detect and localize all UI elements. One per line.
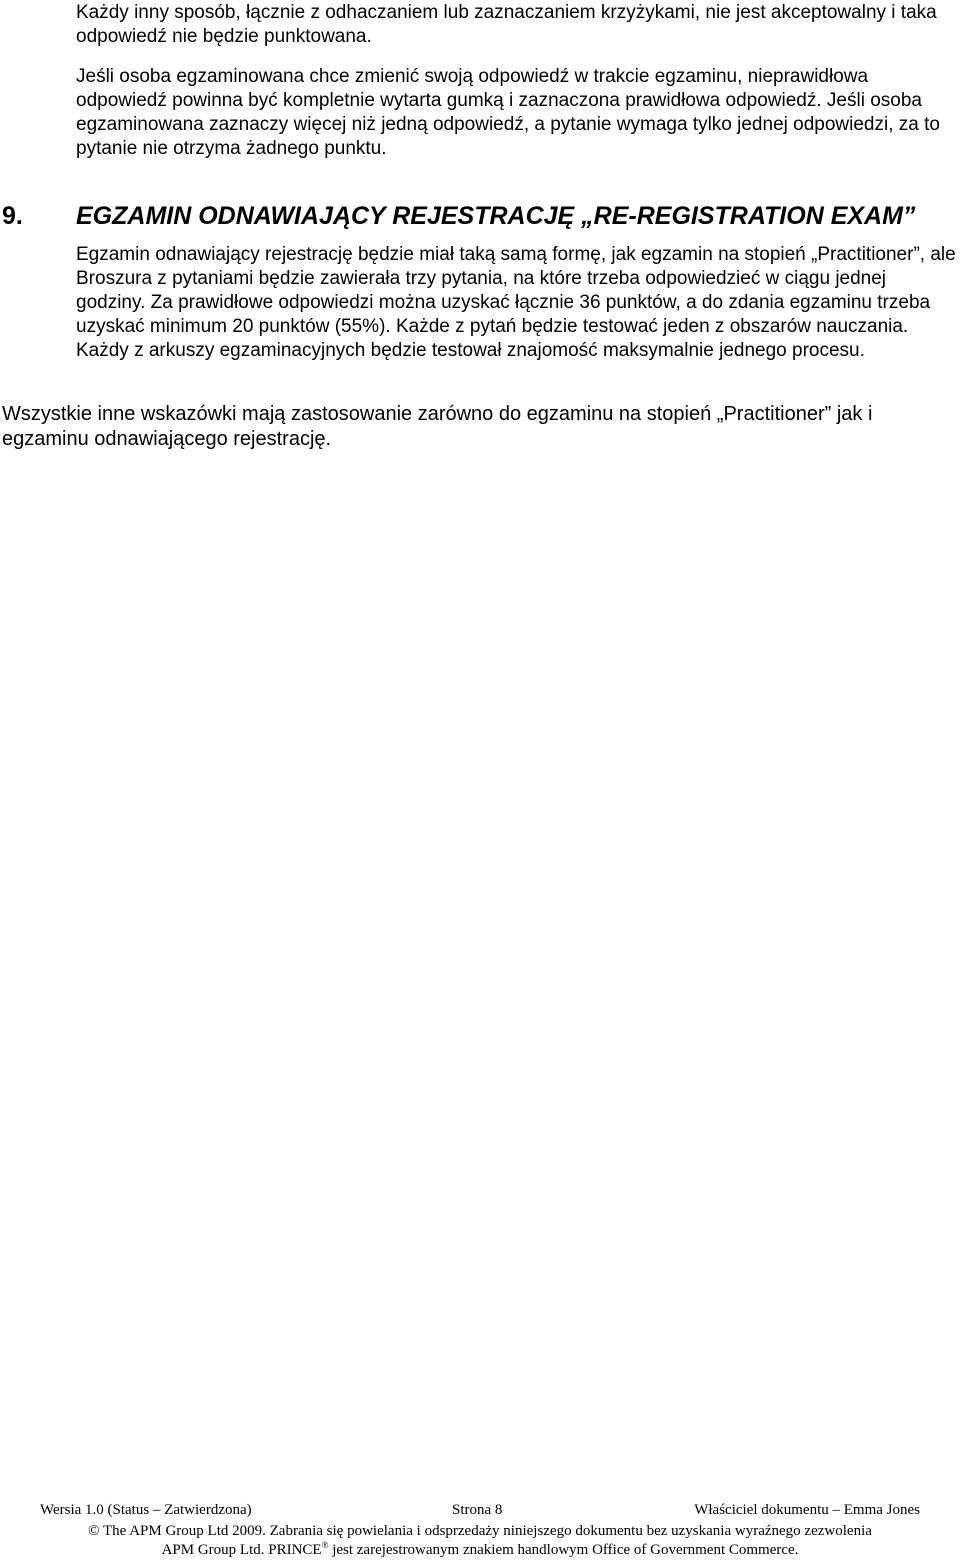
footer-info-row <box>0 1500 960 1520</box>
paragraph-reregistration-exam: Egzamin odnawiający rejestrację będzie miał taką samą formę, jak egzamin na stopień „Practitioner”, ale Broszura z pytaniami będzie zawierała trzy pytania, na które trzeba odpowiedzieć w ciągu jednej godziny. Za prawidłowe odpowiedzi można uzyskać łącznie 36 punktów, a do zdania egzaminu trzeba uzyskać minimum 20 punktów (55%). Każde z pytań będzie testować jeden z obszarów nauczania. Każdy z arkuszy egzaminacyjnych będzie testował znajomość maksymalnie jednego procesu. <box>76 244 956 361</box>
footer-trademark-text-end: jest zarejestrowanym znakiem handlowym Office of Government Commerce. <box>328 1542 799 1558</box>
section-heading <box>2 201 952 231</box>
footer-trademark-text: APM Group Ltd. PRINCE <box>161 1542 322 1558</box>
footer-copyright: © The APM Group Ltd 2009. Zabrania się powielania i odsprzedaży niniejszego dokumentu bez uzyskania wyraźnego zezwolenia <box>88 1523 872 1539</box>
paragraph-answer-rules: Każdy inny sposób, łącznie z odhaczaniem lub zaznaczaniem krzyżykami, nie jest akceptowalny i taka odpowiedź nie będzie punktowana. <box>76 2 937 47</box>
paragraph-other-guidelines: Wszystkie inne wskazówki mają zastosowanie zarówno do egzaminu na stopień „Practitioner” jak i egzaminu odnawiającego rejestrację. <box>2 403 873 450</box>
footer-document-owner: Właściciel dokumentu – Emma Jones <box>694 1502 920 1518</box>
registered-symbol: ® <box>321 1540 329 1550</box>
paragraph-answer-change: Jeśli osoba egzaminowana chce zmienić swoją odpowiedź w trakcie egzaminu, nieprawidłowa odpowiedź powinna być kompletnie wytarta gumką i zaznaczona prawidłowa odpowiedź. Jeśli osoba egzaminowana zaznaczy więcej niż jedną odpowiedź, a pytanie wymaga tylko jednej odpowiedzi, za to pytanie nie otrzyma żadnego punktu. <box>76 66 940 159</box>
footer-version: Wersia 1.0 (Status – Zatwierdzona) <box>40 1502 252 1518</box>
section-title: EGZAMIN ODNAWIAJĄCY REJESTRACJĘ „RE-REGISTRATION EXAM” <box>76 202 916 230</box>
footer-trademark <box>0 1540 960 1560</box>
footer-page-number: Strona 8 <box>452 1502 503 1518</box>
section-number: 9. <box>2 202 23 230</box>
